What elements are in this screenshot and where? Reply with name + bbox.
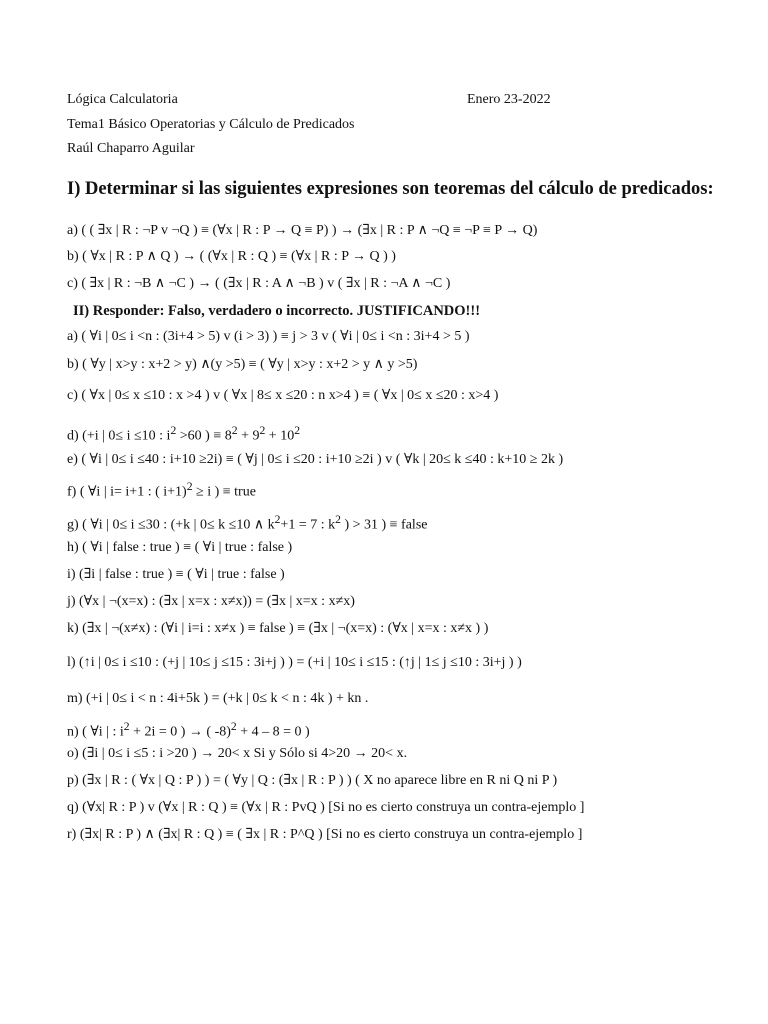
section-2-heading: II) Responder: Falso, verdadero o incorrecto. JUSTIFICANDO!!! [73, 303, 481, 319]
topic-title: Tema1 Básico Operatorias y Cálculo de Predicados [67, 117, 355, 132]
document-date: Enero 23-2022 [467, 92, 551, 107]
section-2-item-q: q) (∀x| R : P ) v (∀x | R : Q ) ≡ (∀x | R : PvQ ) [Si no es cierto construya un contra-ejemplo ] [67, 800, 585, 815]
section-2-item-b: b) ( ∀y | x>y : x+2 > y) ∧(y >5) ≡ ( ∀y | x>y : x+2 > y ∧ y >5) [67, 357, 418, 372]
course-title: Lógica Calculatoria [67, 92, 178, 107]
section-2-item-f: f) ( ∀i | i= i+1 : ( i+1)$^2$ ≥ i ) ≡ true [67, 480, 256, 500]
section-2-item-r: r) (∃x| R : P ) ∧ (∃x| R : Q ) ≡ ( ∃x | R : P^Q ) [Si no es cierto construya un contra-ejemplo ] [67, 827, 583, 842]
section-2-item-c: c) ( ∀x | 0≤ x ≤10 : x >4 ) v ( ∀x | 8≤ x ≤20 : n x>4 ) ≡ ( ∀x | 0≤ x ≤20 : x>4 ) [67, 388, 499, 403]
section-1-heading: I) Determinar si las siguientes expresiones son teoremas del cálculo de predicados: [67, 179, 714, 199]
section-2-item-p: p) (∃x | R : ( ∀x | Q : P ) ) = ( ∀y | Q : (∃x | R : P ) ) ( X no aparece libre en R ni Q ni P ) [67, 773, 558, 788]
author-name: Raúl Chaparro Aguilar [67, 141, 195, 156]
section-1-item-c: c) ( ∃x | R : ¬B ∧ ¬C ) → ( (∃x | R : A ∧ ¬B ) v ( ∃x | R : ¬A ∧ ¬C ) [67, 276, 451, 291]
section-2-item-d: d) (+i | 0≤ i ≤10 : $i^2 >60$ ) ≡ $8^2 + 9^2 + 10^2$ [67, 424, 301, 444]
section-2-item-e: e) ( ∀i | 0≤ i ≤40 : i+10 ≥2i) ≡ ( ∀j | 0≤ i ≤20 : i+10 ≥2i ) v ( ∀k | 20≤ k ≤40 : k+10 ≥ 2k ) [67, 452, 564, 467]
section-2-item-i: i) (∃i | false : true ) ≡ ( ∀i | true : false ) [67, 567, 285, 582]
section-2-item-h: h) ( ∀i | false : true ) ≡ ( ∀i | true : false ) [67, 540, 293, 555]
section-2-item-j: j) (∀x | ¬(x=x) : (∃x | x=x : x≠x)) = (∃x | x=x : x≠x) [67, 594, 355, 609]
section-2-item-g: g) ( ∀i | 0≤ i ≤30 : (+k | 0≤ k ≤10 ∧ $k^2+1 = 7$ : $k^2$ ) > 31 ) ≡ false [67, 513, 428, 533]
section-1-item-a: a) ( ( ∃x | R : ¬P v ¬Q ) ≡ (∀x | R : P → Q ≡ P) ) → (∃x | R : P ∧ ¬Q ≡ ¬P ≡ P → Q) [67, 223, 538, 238]
section-2-item-k: k) (∃x | ¬(x≠x) : (∀i | i=i : x≠x ) ≡ false ) ≡ (∃x | ¬(x=x) : (∀x | x=x : x≠x ) ) [67, 621, 489, 636]
section-1-item-b: b) ( ∀x | R : P ∧ Q ) → ( (∀x | R : Q ) ≡ (∀x | R : P → Q ) ) [67, 249, 396, 264]
section-2-item-a: a) ( ∀i | 0≤ i <n : (3i+4 > 5) v (i > 3) ) ≡ j > 3 v ( ∀i | 0≤ i <n : 3i+4 > 5 ) [67, 329, 470, 344]
section-2-item-l: l) (↑i | 0≤ i ≤10 : (+j | 10≤ j ≤15 : 3i+j ) ) = (+i | 10≤ i ≤15 : (↑j | 1≤ j ≤10 : 3i+j ) ) [67, 655, 522, 670]
section-2-item-o: o) (∃i | 0≤ i ≤5 : i >20 ) → 20< x Si y Sólo si 4>20 → 20< x. [67, 746, 408, 761]
section-2-item-n: n) ( ∀i | : $i^2 + 2i = 0$ ) → ( -8)$^2$ + 4 – 8 = 0 ) [67, 720, 310, 740]
section-2-item-m: m) (+i | 0≤ i < n : 4i+5k ) = (+k | 0≤ k < n : 4k ) + kn . [67, 691, 369, 706]
